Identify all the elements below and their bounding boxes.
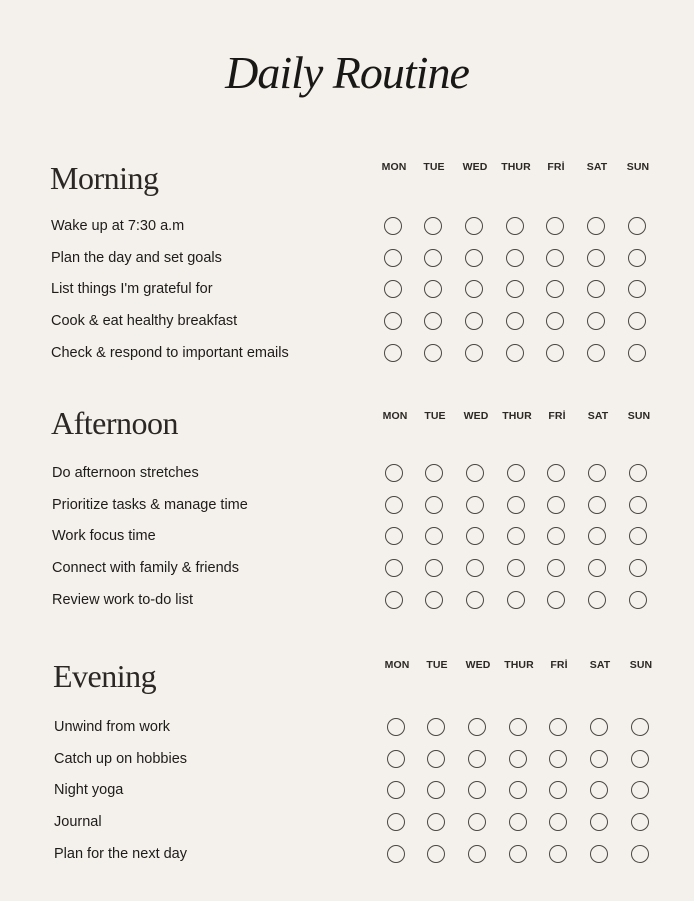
checkbox-circle-sun[interactable]: [631, 781, 649, 799]
task-label: Journal: [54, 814, 102, 830]
task-label: Connect with family & friends: [52, 560, 239, 576]
day-label: WED: [465, 659, 491, 671]
section-heading: Afternoon: [51, 405, 179, 441]
day-label: MON: [382, 410, 408, 422]
task-label: Check & respond to important emails: [51, 345, 289, 361]
task-row: [0, 748, 694, 772]
checkbox-circle-sat[interactable]: [588, 559, 606, 577]
checkbox-circle-mon[interactable]: [387, 750, 405, 768]
checkbox-circle-sat[interactable]: [590, 750, 608, 768]
checkbox-circle-wed[interactable]: [468, 813, 486, 831]
day-label: WED: [462, 161, 488, 173]
checkbox-circle-sat[interactable]: [588, 527, 606, 545]
checkbox-circle-tue[interactable]: [425, 591, 443, 609]
checkbox-circle-sun[interactable]: [631, 750, 649, 768]
checkbox-circle-thur[interactable]: [507, 559, 525, 577]
day-label: MON: [384, 659, 410, 671]
checkbox-circle-wed[interactable]: [465, 280, 483, 298]
checkbox-circle-fri̇[interactable]: [549, 750, 567, 768]
checkbox-circle-sat[interactable]: [588, 464, 606, 482]
checkbox-circle-fri̇[interactable]: [549, 718, 567, 736]
day-label: SAT: [587, 410, 609, 422]
checkbox-circle-wed[interactable]: [465, 344, 483, 362]
checkbox-circle-sat[interactable]: [590, 718, 608, 736]
checkbox-circle-tue[interactable]: [425, 527, 443, 545]
checkbox-circle-tue[interactable]: [427, 718, 445, 736]
section-heading: Evening: [53, 658, 157, 694]
checkbox-circle-tue[interactable]: [424, 280, 442, 298]
checkbox-circle-fri̇[interactable]: [547, 591, 565, 609]
task-label: Work focus time: [52, 528, 156, 544]
checkbox-circle-sat[interactable]: [587, 249, 605, 267]
checkbox-circle-tue[interactable]: [427, 813, 445, 831]
checkbox-circle-sun[interactable]: [629, 527, 647, 545]
checkbox-circle-fri̇[interactable]: [547, 496, 565, 514]
checkbox-circle-tue[interactable]: [427, 750, 445, 768]
task-row: [0, 462, 694, 486]
checkbox-circle-tue[interactable]: [424, 344, 442, 362]
task-row: [0, 310, 694, 334]
checkbox-circle-sat[interactable]: [588, 591, 606, 609]
checkbox-circle-fri̇[interactable]: [547, 464, 565, 482]
checkbox-circle-fri̇[interactable]: [546, 344, 564, 362]
day-label: MON: [381, 161, 407, 173]
checkbox-circle-sun[interactable]: [631, 845, 649, 863]
day-label: WED: [463, 410, 489, 422]
checkbox-circle-wed[interactable]: [466, 559, 484, 577]
task-label: Night yoga: [54, 782, 124, 798]
checkbox-circle-sat[interactable]: [590, 813, 608, 831]
checkbox-circle-sun[interactable]: [628, 280, 646, 298]
task-row: [0, 247, 694, 271]
checkbox-circle-thur[interactable]: [506, 217, 524, 235]
checkbox-circle-mon[interactable]: [385, 591, 403, 609]
checkbox-circle-thur[interactable]: [506, 280, 524, 298]
day-label: FRİ: [547, 161, 565, 173]
section-heading: Morning: [50, 160, 159, 196]
task-label: Catch up on hobbies: [54, 751, 188, 767]
checkbox-circle-sat[interactable]: [587, 280, 605, 298]
task-label: List things I'm grateful for: [51, 281, 213, 297]
checkbox-circle-sun[interactable]: [628, 312, 646, 330]
checkbox-circle-thur[interactable]: [507, 464, 525, 482]
checkbox-circle-fri̇[interactable]: [549, 781, 567, 799]
checkbox-circle-wed[interactable]: [465, 217, 483, 235]
checkbox-circle-wed[interactable]: [468, 750, 486, 768]
checkbox-circle-fri̇[interactable]: [546, 280, 564, 298]
checkbox-circle-sun[interactable]: [629, 464, 647, 482]
day-label: TUE: [424, 410, 446, 422]
checkbox-circle-fri̇[interactable]: [549, 813, 567, 831]
task-label: Plan for the next day: [54, 846, 187, 862]
task-row: [0, 843, 694, 867]
checkbox-circle-mon[interactable]: [385, 496, 403, 514]
checkbox-circle-tue[interactable]: [424, 312, 442, 330]
checkbox-circle-tue[interactable]: [425, 464, 443, 482]
checkbox-circle-fri̇[interactable]: [546, 312, 564, 330]
day-label: THUR: [502, 410, 532, 422]
checkbox-circle-fri̇[interactable]: [547, 559, 565, 577]
checkbox-circle-tue[interactable]: [427, 781, 445, 799]
checkbox-circle-mon[interactable]: [385, 464, 403, 482]
checkbox-circle-mon[interactable]: [384, 312, 402, 330]
checkbox-circle-thur[interactable]: [509, 718, 527, 736]
day-label: THUR: [501, 161, 531, 173]
checkbox-circle-wed[interactable]: [466, 591, 484, 609]
checkbox-circle-mon[interactable]: [384, 280, 402, 298]
checkbox-circle-wed[interactable]: [465, 249, 483, 267]
checkbox-circle-thur[interactable]: [509, 813, 527, 831]
day-label: FRİ: [548, 410, 566, 422]
checkbox-circle-mon[interactable]: [384, 249, 402, 267]
checkbox-circle-mon[interactable]: [387, 845, 405, 863]
task-label: Prioritize tasks & manage time: [52, 497, 248, 513]
checkbox-circle-tue[interactable]: [425, 559, 443, 577]
checkbox-circle-wed[interactable]: [466, 527, 484, 545]
day-label: SAT: [586, 161, 608, 173]
checkbox-circle-thur[interactable]: [506, 344, 524, 362]
checkbox-circle-sat[interactable]: [590, 845, 608, 863]
checkbox-circle-mon[interactable]: [385, 559, 403, 577]
checkbox-circle-thur[interactable]: [507, 496, 525, 514]
task-label: Do afternoon stretches: [52, 465, 199, 481]
day-label: SUN: [626, 161, 650, 173]
day-label: SUN: [629, 659, 653, 671]
checkbox-circle-tue[interactable]: [425, 496, 443, 514]
checkbox-circle-fri̇[interactable]: [546, 249, 564, 267]
checkbox-circle-sat[interactable]: [587, 217, 605, 235]
checkbox-circle-sun[interactable]: [628, 249, 646, 267]
checkbox-circle-mon[interactable]: [387, 813, 405, 831]
checkbox-circle-sat[interactable]: [587, 312, 605, 330]
checkbox-circle-sat[interactable]: [590, 781, 608, 799]
checkbox-circle-wed[interactable]: [465, 312, 483, 330]
checkbox-circle-thur[interactable]: [507, 527, 525, 545]
day-label: SUN: [627, 410, 651, 422]
checkbox-circle-wed[interactable]: [466, 496, 484, 514]
checkbox-circle-thur[interactable]: [509, 845, 527, 863]
task-row: [0, 494, 694, 518]
checkbox-circle-sun[interactable]: [629, 591, 647, 609]
task-label: Review work to-do list: [52, 592, 194, 608]
checkbox-circle-sat[interactable]: [587, 344, 605, 362]
checkbox-circle-thur[interactable]: [509, 781, 527, 799]
checkbox-circle-sun[interactable]: [631, 718, 649, 736]
checkbox-circle-tue[interactable]: [427, 845, 445, 863]
page-title: Daily Routine: [225, 47, 469, 98]
task-row: [0, 589, 694, 613]
task-label: Unwind from work: [54, 719, 171, 735]
checkbox-circle-thur[interactable]: [507, 591, 525, 609]
checkbox-circle-tue[interactable]: [424, 217, 442, 235]
task-row: [0, 525, 694, 549]
task-row: [0, 278, 694, 302]
checkbox-circle-sun[interactable]: [629, 496, 647, 514]
checkbox-circle-wed[interactable]: [468, 718, 486, 736]
checkbox-circle-mon[interactable]: [387, 718, 405, 736]
checkbox-circle-fri̇[interactable]: [547, 527, 565, 545]
checkbox-circle-sun[interactable]: [631, 813, 649, 831]
task-row: [0, 215, 694, 239]
checkbox-circle-mon[interactable]: [385, 527, 403, 545]
task-row: [0, 811, 694, 835]
checkbox-circle-fri̇[interactable]: [546, 217, 564, 235]
checkbox-circle-wed[interactable]: [468, 845, 486, 863]
day-label: TUE: [426, 659, 448, 671]
task-label: Wake up at 7:30 a.m: [51, 218, 185, 234]
checkbox-circle-thur[interactable]: [506, 249, 524, 267]
checkbox-circle-tue[interactable]: [424, 249, 442, 267]
task-row: [0, 779, 694, 803]
checkbox-circle-thur[interactable]: [509, 750, 527, 768]
checkbox-circle-sun[interactable]: [628, 344, 646, 362]
checkbox-circle-mon[interactable]: [384, 344, 402, 362]
task-row: [0, 557, 694, 581]
task-label: Plan the day and set goals: [51, 250, 222, 266]
checkbox-circle-sun[interactable]: [629, 559, 647, 577]
checkbox-circle-sun[interactable]: [628, 217, 646, 235]
checkbox-circle-mon[interactable]: [387, 781, 405, 799]
day-label: THUR: [504, 659, 534, 671]
checkbox-circle-sat[interactable]: [588, 496, 606, 514]
day-label: FRİ: [550, 659, 568, 671]
day-label: TUE: [423, 161, 445, 173]
checkbox-circle-wed[interactable]: [468, 781, 486, 799]
task-row: [0, 342, 694, 366]
checkbox-circle-wed[interactable]: [466, 464, 484, 482]
task-label: Cook & eat healthy breakfast: [51, 313, 238, 329]
checkbox-circle-mon[interactable]: [384, 217, 402, 235]
day-label: SAT: [589, 659, 611, 671]
checkbox-circle-fri̇[interactable]: [549, 845, 567, 863]
task-row: [0, 716, 694, 740]
checkbox-circle-thur[interactable]: [506, 312, 524, 330]
